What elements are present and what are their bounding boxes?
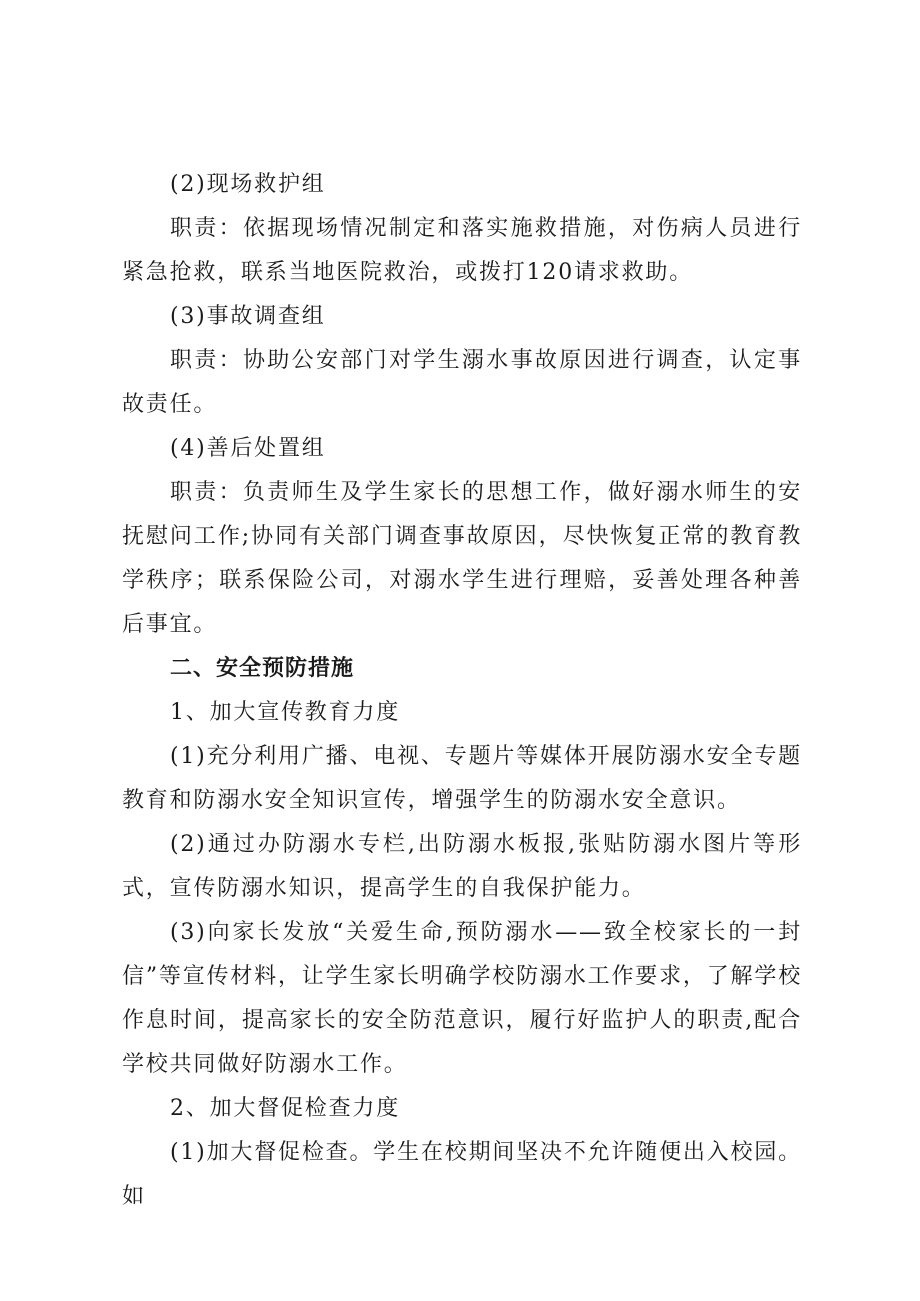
section-heading-prevention-measures: 二、安全预防措施 [170, 656, 355, 681]
document-body [122, 163, 802, 1219]
rescue-team-duties: 职责：依据现场情况制定和落实施救措施，对伤病人员进行紧急抢救，联系当地医院救治，或拨打120请求救助。 [122, 216, 802, 285]
subsection-title-aftermath-team: (4)善后处置组 [170, 436, 326, 461]
subsection-title-investigation-team: (3)事故调查组 [170, 304, 326, 329]
subheading-publicity-education: 1、加大宣传教育力度 [170, 700, 400, 725]
subsection-title-rescue-team: (2)现场救护组 [170, 172, 326, 197]
supervision-item-1: (1)加大督促检查。学生在校期间坚决不允许随便出入校园。如 [122, 1140, 802, 1209]
publicity-item-2: (2)通过办防溺水专栏,出防溺水板报,张贴防溺水图片等形式，宣传防溺水知识，提高学生的自我保护能力。 [122, 832, 802, 901]
investigation-team-duties: 职责：协助公安部门对学生溺水事故原因进行调查，认定事故责任。 [122, 348, 802, 417]
publicity-item-1: (1)充分利用广播、电视、专题片等媒体开展防溺水安全专题教育和防溺水安全知识宣传，增强学生的防溺水安全意识。 [122, 744, 802, 813]
subheading-supervision-inspection: 2、加大督促检查力度 [170, 1096, 400, 1121]
aftermath-team-duties: 职责：负责师生及学生家长的思想工作，做好溺水师生的安抚慰问工作;协同有关部门调查事故原因，尽快恢复正常的教育教学秩序；联系保险公司，对溺水学生进行理赔，妥善处理各种善后事宜。 [122, 480, 802, 637]
publicity-item-3: (3)向家长发放“关爱生命,预防溺水——致全校家长的一封信”等宣传材料，让学生家长明确学校防溺水工作要求，了解学校作息时间，提高家长的安全防范意识，履行好监护人的职责,配合学校共同做好防溺水工作。 [122, 920, 802, 1077]
